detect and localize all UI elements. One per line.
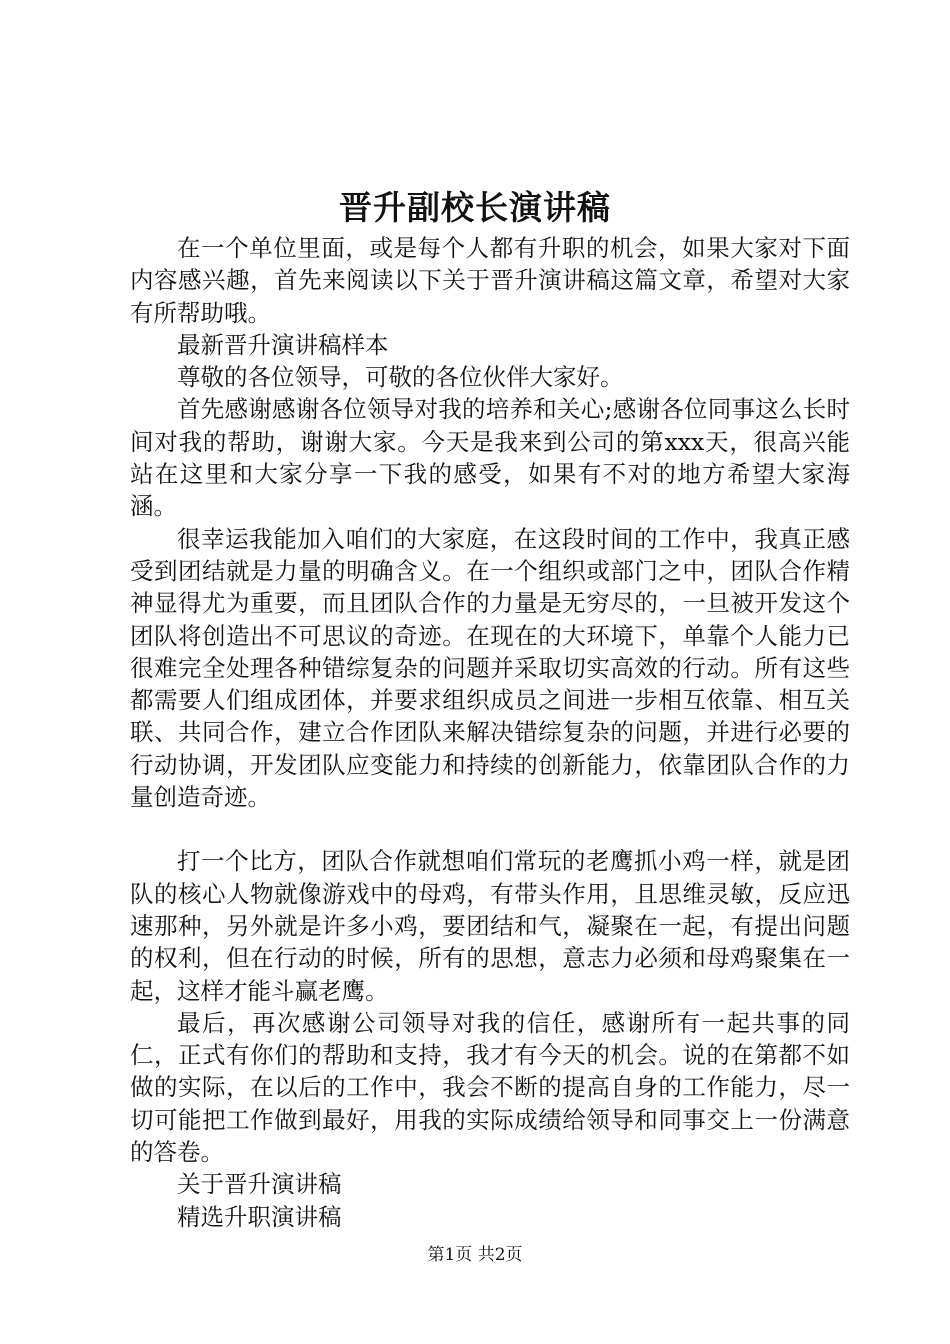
page-indicator: 第1页 共2页 — [427, 1245, 523, 1265]
document-body — [130, 232, 850, 1233]
paragraph-teamwork: 很幸运我能加入咱们的大家庭，在这段时间的工作中，我真正感受到团结就是力量的明确含义。在一个组织或部门之中，团队合作精神显得尤为重要，而且团队合作的力量是无穷尽的，一旦被开发这个团队将创造出不可思议的奇迹。在现在的大环境下，单靠个人能力已很难完全处理各种错综复杂的问题并采取切实高效的行动。所有这些都需要人们组成团体，并要求组织成员之间进一步相互依靠、相互关联、共同合作，建立合作团队来解决错综复杂的问题，并进行必要的行动协调，开发团队应变能力和持续的创新能力，依靠团队合作的力量创造奇迹。 — [130, 524, 850, 812]
document-title: 晋升副校长演讲稿 — [339, 188, 611, 227]
paragraph-intro: 在一个单位里面，或是每个人都有升职的机会，如果大家对下面内容感兴趣，首先来阅读以下关于晋升演讲稿这篇文章，希望对大家有所帮助哦。 — [130, 234, 850, 327]
paragraph-related-link-1: 关于晋升演讲稿 — [177, 1170, 342, 1199]
paragraph-related-link-2: 精选升职演讲稿 — [177, 1202, 342, 1231]
paragraph-analogy: 打一个比方，团队合作就想咱们常玩的老鹰抓小鸡一样，就是团队的核心人物就像游戏中的母鸡，有带头作用，且思维灵敏，反应迅速那种，另外就是许多小鸡，要团结和气，凝聚在一起，有提出问题的权利，但在行动的时候，所有的思想，意志力必须和母鸡聚集在一起，这样才能斗赢老鹰。 — [130, 847, 850, 1005]
paragraph-sample-heading: 最新晋升演讲稿样本 — [177, 330, 389, 359]
paragraph-closing: 最后，再次感谢公司领导对我的信任，感谢所有一起共事的同仁，正式有你们的帮助和支持，我才有今天的机会。说的在第都不如做的实际，在以后的工作中，我会不断的提高自身的工作能力，尽一切可能把工作做到最好，用我的实际成绩给领导和同事交上一份满意的答卷。 — [130, 1008, 850, 1167]
paragraph-thanks: 首先感谢感谢各位领导对我的培养和关心;感谢各位同事这么长时间对我的帮助，谢谢大家。今天是我来到公司的第xxx天，很高兴能站在这里和大家分享一下我的感受，如果有不对的地方希望大家海涵。 — [130, 395, 850, 521]
paragraph-greeting: 尊敬的各位领导，可敬的各位伙伴大家好。 — [177, 363, 624, 392]
